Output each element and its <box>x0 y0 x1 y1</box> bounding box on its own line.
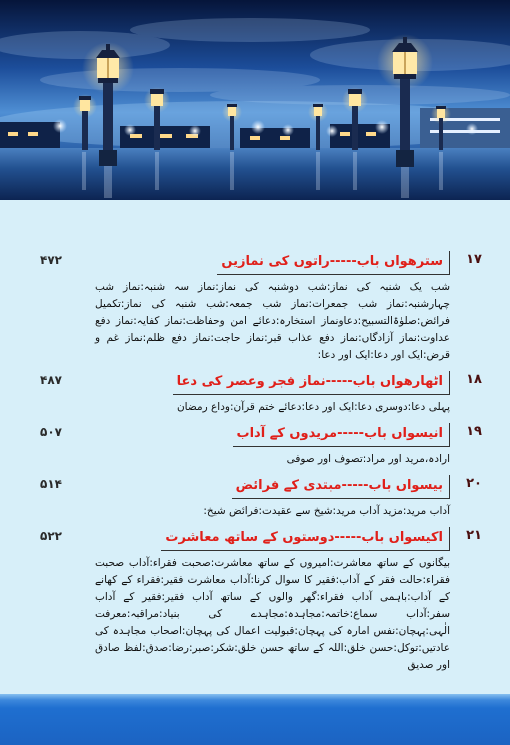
chapter-title: اکیسواں باب-----دوستوں کے ساتھ معاشرت <box>161 527 450 551</box>
page-number: ۴۷۲ <box>40 253 62 267</box>
chapter-contents: ارادہ،مرید اور مراد:تصوف اور صوفی <box>286 453 450 465</box>
chapter-contents: شب یک شنبہ کی نماز:شب دوشنبہ کی نماز:نماز سہ شنبہ:نماز شب چہارشنبہ:نماز شب جمعرات:نماز شب جمعہ:شب شنبہ کی نماز:تکمیل فرائض:صلوٰۃالتسبیح:دعاونماز استخارہ:دعائے امن وحفاظت:نماز کفایہ:نماز دفع عداوت:نماز آزادگاں:نماز دفع عذاب قبر:نماز حاجت:نماز دفع ظلم:نماز غم و قرض:ایک اور دعا:ایک اور دعا: <box>95 281 450 361</box>
chapter-number: ۲۰ <box>466 476 482 491</box>
chapter-number: ۱۷ <box>466 252 482 267</box>
courtyard-floor <box>0 148 510 200</box>
table-of-contents-page <box>0 200 510 694</box>
toc-entry <box>0 422 510 468</box>
chapter-title: بیسواں باب-----مبتدی کے فرائض <box>232 475 450 499</box>
chapter-number: ۱۹ <box>466 424 482 439</box>
toc-entry <box>0 526 510 674</box>
chapter-contents: پہلی دعا:دوسری دعا:ایک اور دعا:دعائے ختم قرآن:وداع رمضان <box>176 401 450 413</box>
footer-band <box>0 694 510 745</box>
toc-entry <box>0 370 510 416</box>
banner-photo <box>0 0 510 200</box>
chapter-number: ۱۸ <box>466 372 482 387</box>
chapter-number: ۲۱ <box>466 528 482 543</box>
toc-list <box>0 250 510 680</box>
chapter-contents: آداب مرید:مزید آداب مرید:شیخ سے عقیدت:فرائض شیخ: <box>203 505 450 517</box>
page-number: ۴۸۷ <box>40 373 62 387</box>
page-number: ۵۱۴ <box>40 477 62 491</box>
toc-entry <box>0 474 510 520</box>
chapter-contents: بیگانوں کے ساتھ معاشرت:امیروں کے ساتھ معاشرت:صحبت فقراء:آداب صحبت فقراء:حالت فقر کے آداب:فقیر کا سوال کرنا:آداب معاشرت فقیر:فقراء کے کھانے کے آداب:باہمی آداب فقراء:گھر والوں کے ساتھ آداب فقیر:فقیر کے آداب سفر:آداب سماع:خاتمہ:مجاہدہ:مجاہدے کی بنیاد:مراقبہ:معرفت الٰہی:پہچان:نفس امارہ کی پہچان:قبولیت اعمال کی پہچان:اصحاب مجاہدہ کی عادتیں:توکل:حسن خلق:اللہ کے ساتھ حسن خلق:شکر:صبر:رضا:صدق:لفظ صادق اور صدیق <box>95 557 450 671</box>
toc-entry <box>0 250 510 364</box>
chapter-title: سترھواں باب-----راتوں کی نمازیں <box>217 251 450 275</box>
chapter-title: اٹھارھواں باب-----نماز فجر وعصر کی دعا <box>173 371 450 395</box>
chapter-title: انیسواں باب-----مریدوں کے آداب <box>233 423 450 447</box>
page-number: ۵۲۲ <box>40 529 62 543</box>
page-number: ۵۰۷ <box>40 425 62 439</box>
